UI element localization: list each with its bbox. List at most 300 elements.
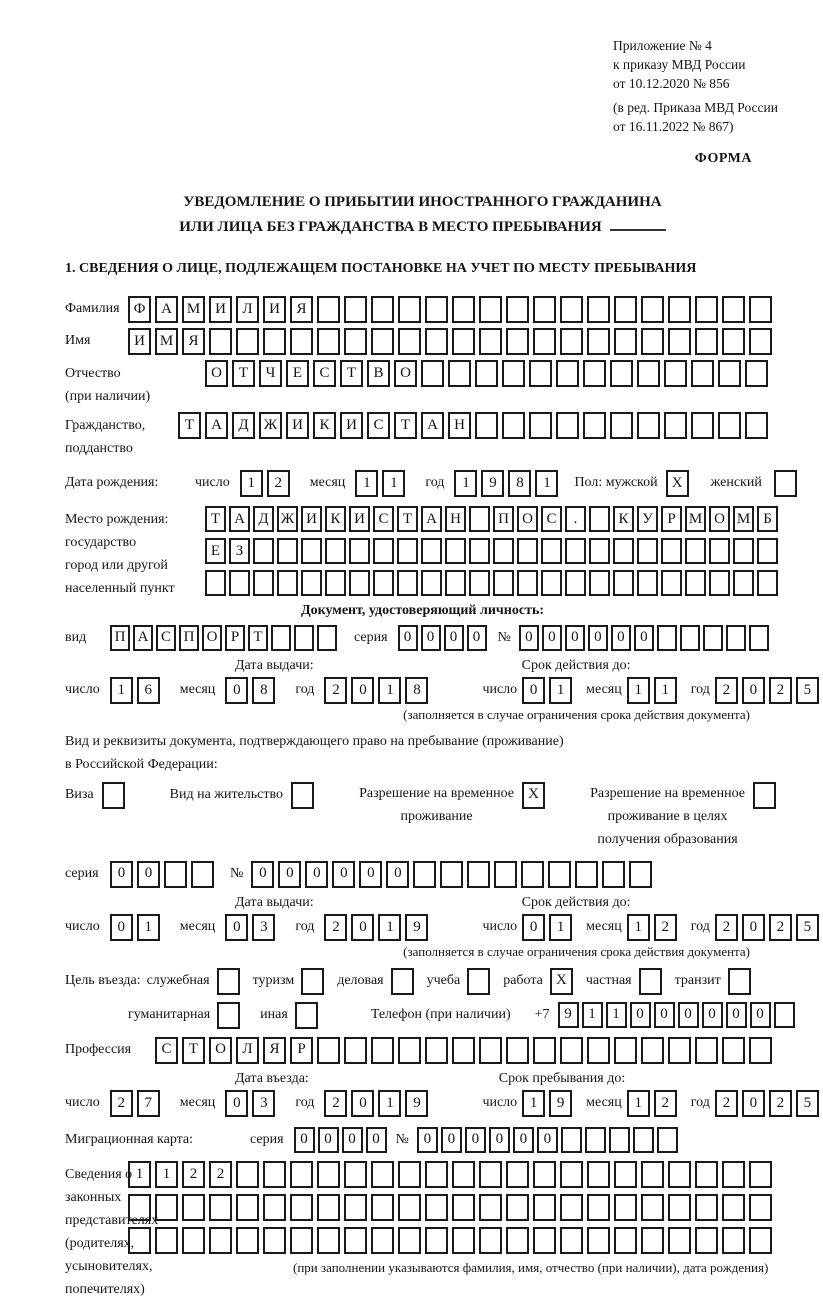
char-cell	[236, 1227, 259, 1254]
char-cell: К	[613, 506, 634, 532]
char-cell: З	[229, 538, 250, 564]
identity-expiry-date-group	[482, 677, 822, 704]
checkbox-cell	[217, 1002, 240, 1029]
representatives-cells-row1	[128, 1161, 780, 1188]
doc-series-cells	[398, 625, 490, 651]
char-cell: Ч	[259, 360, 282, 387]
char-cell	[398, 296, 421, 323]
birth-date-label: Дата рождения:	[65, 475, 159, 491]
char-cell	[718, 360, 741, 387]
char-cell	[479, 1227, 502, 1254]
char-cell: 0	[359, 861, 382, 888]
residence-doc-series-row	[65, 861, 780, 888]
char-cell	[614, 1037, 637, 1064]
migration-series-cells	[294, 1127, 390, 1153]
char-cell: С	[541, 506, 562, 532]
date-cell: 0	[742, 677, 765, 704]
char-cell	[529, 360, 552, 387]
date-cell: 1	[522, 1090, 545, 1117]
date-cells	[240, 470, 294, 497]
char-cell	[613, 538, 634, 564]
date-cell: 0	[351, 1090, 374, 1117]
birth-place-cells-row3	[205, 570, 781, 596]
char-cell: 0	[750, 1002, 771, 1028]
char-cell: Я	[182, 328, 205, 355]
char-cell	[290, 1227, 313, 1254]
char-cell: С	[155, 1037, 178, 1064]
char-cell: А	[421, 412, 444, 439]
char-cell	[637, 412, 660, 439]
char-cell: 1	[582, 1002, 603, 1028]
option-temp-residence	[359, 782, 549, 828]
char-cell	[661, 570, 682, 596]
form-title	[65, 190, 780, 240]
char-cell: Я	[290, 296, 313, 323]
purpose-item-label: иная	[260, 1006, 288, 1022]
date-cell: 9	[549, 1090, 572, 1117]
char-cell	[664, 360, 687, 387]
char-cell: П	[110, 625, 130, 651]
date-cell: 0	[522, 677, 545, 704]
char-cell	[452, 296, 475, 323]
char-cell	[301, 538, 322, 564]
checkbox-cell	[639, 968, 662, 995]
char-cell	[229, 570, 250, 596]
purpose-checkbox	[217, 968, 244, 995]
char-cell	[749, 1161, 772, 1188]
char-cell: М	[182, 296, 205, 323]
char-cell	[205, 570, 226, 596]
date-unit-label: год	[425, 475, 445, 491]
char-cell	[641, 1037, 664, 1064]
char-cell	[695, 1227, 718, 1254]
date-cell: 0	[742, 914, 765, 941]
date-cell: 1	[549, 914, 572, 941]
char-cell: 0	[278, 861, 301, 888]
entry-date-header: Дата въезда:	[235, 1070, 309, 1086]
date-cell: 1	[454, 470, 477, 497]
char-cell	[452, 328, 475, 355]
char-cell	[263, 328, 286, 355]
char-cell	[774, 1002, 795, 1028]
char-cell	[680, 625, 700, 651]
char-cell	[517, 538, 538, 564]
char-cell	[533, 328, 556, 355]
purpose-checkbox	[217, 1002, 244, 1029]
char-cell: 0	[630, 1002, 651, 1028]
char-cell	[668, 1194, 691, 1221]
char-cell	[425, 328, 448, 355]
date-cells	[110, 677, 164, 704]
migration-number-sign: №	[395, 1131, 409, 1147]
char-cell	[560, 1194, 583, 1221]
char-cell	[589, 506, 610, 532]
char-cell: Л	[236, 296, 259, 323]
sex-female-checkbox	[774, 470, 801, 497]
date-cell: 1	[382, 470, 405, 497]
char-cell	[479, 1161, 502, 1188]
char-cell	[641, 1227, 664, 1254]
char-cell	[587, 1037, 610, 1064]
patronymic-label	[65, 360, 205, 408]
char-cell: 0	[565, 625, 585, 651]
char-cell	[587, 1161, 610, 1188]
char-cell	[749, 625, 769, 651]
char-cell: Т	[178, 412, 201, 439]
char-cell	[371, 1037, 394, 1064]
checkbox-cell	[291, 782, 314, 809]
date-cell: 8	[508, 470, 531, 497]
char-cell	[668, 328, 691, 355]
date-cell: 1	[137, 914, 160, 941]
phone-label: Телефон (при наличии)	[370, 1006, 511, 1022]
char-cell	[277, 570, 298, 596]
char-cell: 0	[366, 1127, 387, 1153]
date-cell: 1	[627, 677, 650, 704]
date-cells	[627, 914, 681, 941]
char-cell	[277, 538, 298, 564]
birth-place-label	[65, 506, 205, 600]
char-cell	[533, 1227, 556, 1254]
char-cell: А	[421, 506, 442, 532]
char-cell	[493, 570, 514, 596]
char-cell: Т	[394, 412, 417, 439]
surname-cells	[128, 296, 776, 323]
char-cell: К	[313, 412, 336, 439]
date-cell: 2	[654, 914, 677, 941]
char-cell: 0	[110, 861, 133, 888]
date-cell: 7	[137, 1090, 160, 1117]
date-cells	[324, 1090, 432, 1117]
char-cell: 0	[513, 1127, 534, 1153]
date-cells	[324, 677, 432, 704]
sex-male-checkbox	[666, 470, 693, 497]
char-cell: 1	[606, 1002, 627, 1028]
char-cell	[745, 412, 768, 439]
checkbox-cell	[774, 470, 797, 497]
char-cell	[722, 1037, 745, 1064]
temp-residence-edu-checkbox	[753, 782, 780, 809]
citizenship-label	[65, 412, 178, 460]
char-cell: 0	[634, 625, 654, 651]
date-unit-label: число	[482, 918, 518, 934]
birth-place-cells-row2	[205, 538, 781, 564]
char-cell: Ж	[277, 506, 298, 532]
char-cell	[164, 861, 187, 888]
char-cell: 0	[398, 625, 418, 651]
char-cell: Т	[248, 625, 268, 651]
date-cell: 2	[324, 1090, 347, 1117]
char-cell	[633, 1127, 654, 1153]
char-cell: Е	[286, 360, 309, 387]
char-cell: 0	[542, 625, 562, 651]
char-cell: О	[394, 360, 417, 387]
char-cell	[718, 412, 741, 439]
char-cell: 9	[558, 1002, 579, 1028]
char-cell	[533, 1037, 556, 1064]
expiry-date-header: Срок действия до:	[521, 657, 631, 673]
char-cell	[475, 360, 498, 387]
char-cell	[317, 1037, 340, 1064]
char-cell	[263, 1161, 286, 1188]
char-cell: Д	[253, 506, 274, 532]
char-cell	[749, 1194, 772, 1221]
char-cell	[722, 328, 745, 355]
doc-series-label: серия	[354, 629, 388, 645]
char-cell	[398, 1194, 421, 1221]
char-cell	[425, 1227, 448, 1254]
temp-residence-edu-label-line: проживание в целях	[607, 808, 728, 824]
char-cell: Ф	[128, 296, 151, 323]
migration-number-cells	[417, 1127, 681, 1153]
date-unit-label: число	[195, 475, 230, 491]
char-cell	[641, 1194, 664, 1221]
char-cell	[421, 538, 442, 564]
char-cell	[641, 1161, 664, 1188]
date-unit-label: месяц	[309, 475, 346, 491]
char-cell	[668, 296, 691, 323]
char-cell	[344, 296, 367, 323]
char-cell: 0	[467, 625, 487, 651]
purpose-checkbox	[639, 968, 666, 995]
char-cell	[506, 1227, 529, 1254]
date-cell: 1	[627, 914, 650, 941]
purpose-row1	[65, 968, 780, 995]
char-cell	[479, 1194, 502, 1221]
date-cells	[110, 914, 164, 941]
option-visa	[65, 782, 129, 809]
birth-place-label-line: Место рождения:	[65, 512, 169, 528]
purpose-checkbox	[295, 1002, 322, 1029]
representatives-section	[65, 1161, 780, 1297]
char-cell	[614, 1194, 637, 1221]
date-cell: 1	[355, 470, 378, 497]
sex-male-label: Пол: мужской	[574, 475, 658, 491]
char-cell: Р	[225, 625, 245, 651]
char-cell: С	[156, 625, 176, 651]
entry-date-group	[65, 1090, 432, 1117]
residence-doc-intro-line2: в Российской Федерации:	[65, 756, 218, 772]
citizenship-label-line1: Гражданство,	[65, 418, 146, 434]
char-cell	[668, 1037, 691, 1064]
char-cell: О	[205, 360, 228, 387]
date-cell: 1	[110, 677, 133, 704]
char-cell	[602, 861, 625, 888]
identity-doc-header: Документ, удостоверяющий личность:	[300, 603, 545, 619]
annex-line: Приложение № 4	[613, 38, 712, 53]
char-cell: В	[367, 360, 390, 387]
char-cell	[587, 296, 610, 323]
char-cell	[440, 861, 463, 888]
date-cell: 2	[769, 914, 792, 941]
char-cell	[614, 1227, 637, 1254]
char-cell	[209, 328, 232, 355]
char-cell: Р	[661, 506, 682, 532]
char-cell	[209, 1194, 232, 1221]
char-cell: И	[128, 328, 151, 355]
char-cell	[749, 1227, 772, 1254]
option-temp-residence-education	[590, 782, 780, 851]
char-cell	[349, 570, 370, 596]
residence-number-cells	[251, 861, 656, 888]
char-cell	[556, 412, 579, 439]
char-cell	[629, 861, 652, 888]
residence-expiry-date-group	[482, 914, 822, 941]
char-cell: 0	[386, 861, 409, 888]
char-cell	[371, 1227, 394, 1254]
char-cell: 1	[128, 1161, 151, 1188]
char-cell: О	[709, 506, 730, 532]
visa-checkbox	[102, 782, 129, 809]
char-cell	[452, 1037, 475, 1064]
char-cell	[479, 296, 502, 323]
char-cell	[695, 328, 718, 355]
date-cell: 0	[110, 914, 133, 941]
date-cell: 3	[252, 1090, 275, 1117]
char-cell: 0	[332, 861, 355, 888]
migration-series-label: серия	[250, 1131, 284, 1147]
birth-place-label-line: город или другой	[65, 558, 168, 574]
annex-block	[613, 36, 780, 136]
char-cell: Р	[290, 1037, 313, 1064]
char-cell	[561, 1127, 582, 1153]
char-cell	[425, 1037, 448, 1064]
char-cell	[589, 570, 610, 596]
patronymic-label-line2: (при наличии)	[65, 389, 151, 405]
char-cell	[609, 1127, 630, 1153]
char-cell: Т	[397, 506, 418, 532]
char-cell: А	[155, 296, 178, 323]
char-cell: 2	[182, 1161, 205, 1188]
date-cell: 2	[769, 677, 792, 704]
purpose-checkbox	[550, 968, 577, 995]
char-cell: Б	[757, 506, 778, 532]
profession-row	[65, 1037, 780, 1064]
purpose-row2	[65, 1002, 780, 1029]
expiry-note: (заполняется в случае ограничения срока действия документа)	[403, 706, 750, 722]
patronymic-row	[65, 360, 780, 408]
char-cell	[236, 328, 259, 355]
temp-residence-checkbox	[522, 782, 549, 809]
char-cell	[371, 328, 394, 355]
citizenship-cells	[178, 412, 772, 439]
char-cell	[722, 1227, 745, 1254]
char-cell: Т	[182, 1037, 205, 1064]
temp-residence-label	[359, 782, 514, 828]
residence-doc-intro-line1: Вид и реквизиты документа, подтверждающего право на пребывание (проживание)	[65, 733, 564, 749]
char-cell	[253, 570, 274, 596]
char-cell	[448, 360, 471, 387]
date-cells	[522, 1090, 576, 1117]
date-cells	[324, 914, 432, 941]
char-cell	[541, 570, 562, 596]
char-cell	[575, 861, 598, 888]
date-unit-label: год	[690, 1094, 710, 1110]
date-cell: 0	[522, 914, 545, 941]
title-blank-underline	[610, 228, 666, 231]
char-cell	[479, 1037, 502, 1064]
annex-note-line: (в ред. Приказа МВД России	[613, 100, 778, 115]
annex-line: от 10.12.2020 № 856	[613, 76, 730, 91]
char-cell: С	[313, 360, 336, 387]
date-cell: 2	[715, 1090, 738, 1117]
date-cell: 9	[405, 1090, 428, 1117]
char-cell: 0	[489, 1127, 510, 1153]
char-cell	[344, 1037, 367, 1064]
date-cells	[715, 914, 823, 941]
name-cells	[128, 328, 776, 355]
birth-place-label-line: населенный пункт	[65, 581, 175, 597]
char-cell	[664, 412, 687, 439]
char-cell: О	[202, 625, 222, 651]
char-cell	[421, 360, 444, 387]
purpose-item	[586, 968, 666, 995]
purpose-item-label: деловая	[337, 972, 384, 988]
entry-dates-head	[65, 1070, 780, 1088]
char-cell: 0	[654, 1002, 675, 1028]
char-cell: Т	[205, 506, 226, 532]
date-unit-label: год	[295, 918, 315, 934]
phone-prefix: +7	[534, 1006, 550, 1022]
purpose-checkbox	[391, 968, 418, 995]
doc-number-sign: №	[497, 629, 511, 645]
form-label: ФОРМА	[694, 151, 752, 166]
residence-issue-date-group	[65, 914, 432, 941]
date-cells	[627, 677, 681, 704]
date-cell: 8	[252, 677, 275, 704]
representatives-note: (при заполнении указываются фамилия, имя, отчество (при наличии), дата рождения)	[293, 1259, 769, 1275]
char-cell: П	[179, 625, 199, 651]
char-cell	[445, 570, 466, 596]
char-cell	[397, 570, 418, 596]
checkbox-cell	[728, 968, 751, 995]
char-cell	[695, 1161, 718, 1188]
char-cell	[469, 538, 490, 564]
char-cell	[668, 1227, 691, 1254]
char-cell	[722, 296, 745, 323]
checkbox-cell	[295, 1002, 318, 1029]
date-cell: 2	[110, 1090, 133, 1117]
char-cell: И	[286, 412, 309, 439]
representatives-label-line: представителях	[65, 1212, 159, 1228]
char-cell: Ж	[259, 412, 282, 439]
char-cell	[529, 412, 552, 439]
checkbox-cell	[753, 782, 776, 809]
char-cell	[371, 1161, 394, 1188]
char-cell	[703, 625, 723, 651]
char-cell: 1	[155, 1161, 178, 1188]
char-cell	[209, 1227, 232, 1254]
char-cell: С	[373, 506, 394, 532]
temp-residence-edu-label-line: получения образования	[597, 831, 738, 847]
char-cell: С	[367, 412, 390, 439]
date-unit-label: год	[295, 681, 315, 697]
char-cell: А	[229, 506, 250, 532]
char-cell	[722, 1161, 745, 1188]
identity-doc-dates-row	[65, 677, 812, 704]
char-cell: П	[493, 506, 514, 532]
date-cell: 0	[742, 1090, 765, 1117]
char-cell	[709, 570, 730, 596]
char-cell	[685, 538, 706, 564]
char-cell: 0	[726, 1002, 747, 1028]
representatives-label-line: попечителях)	[65, 1281, 145, 1297]
char-cell	[290, 1194, 313, 1221]
surname-label: Фамилия	[65, 301, 120, 317]
date-cell: 1	[549, 677, 572, 704]
char-cell	[560, 1037, 583, 1064]
char-cell	[317, 1161, 340, 1188]
